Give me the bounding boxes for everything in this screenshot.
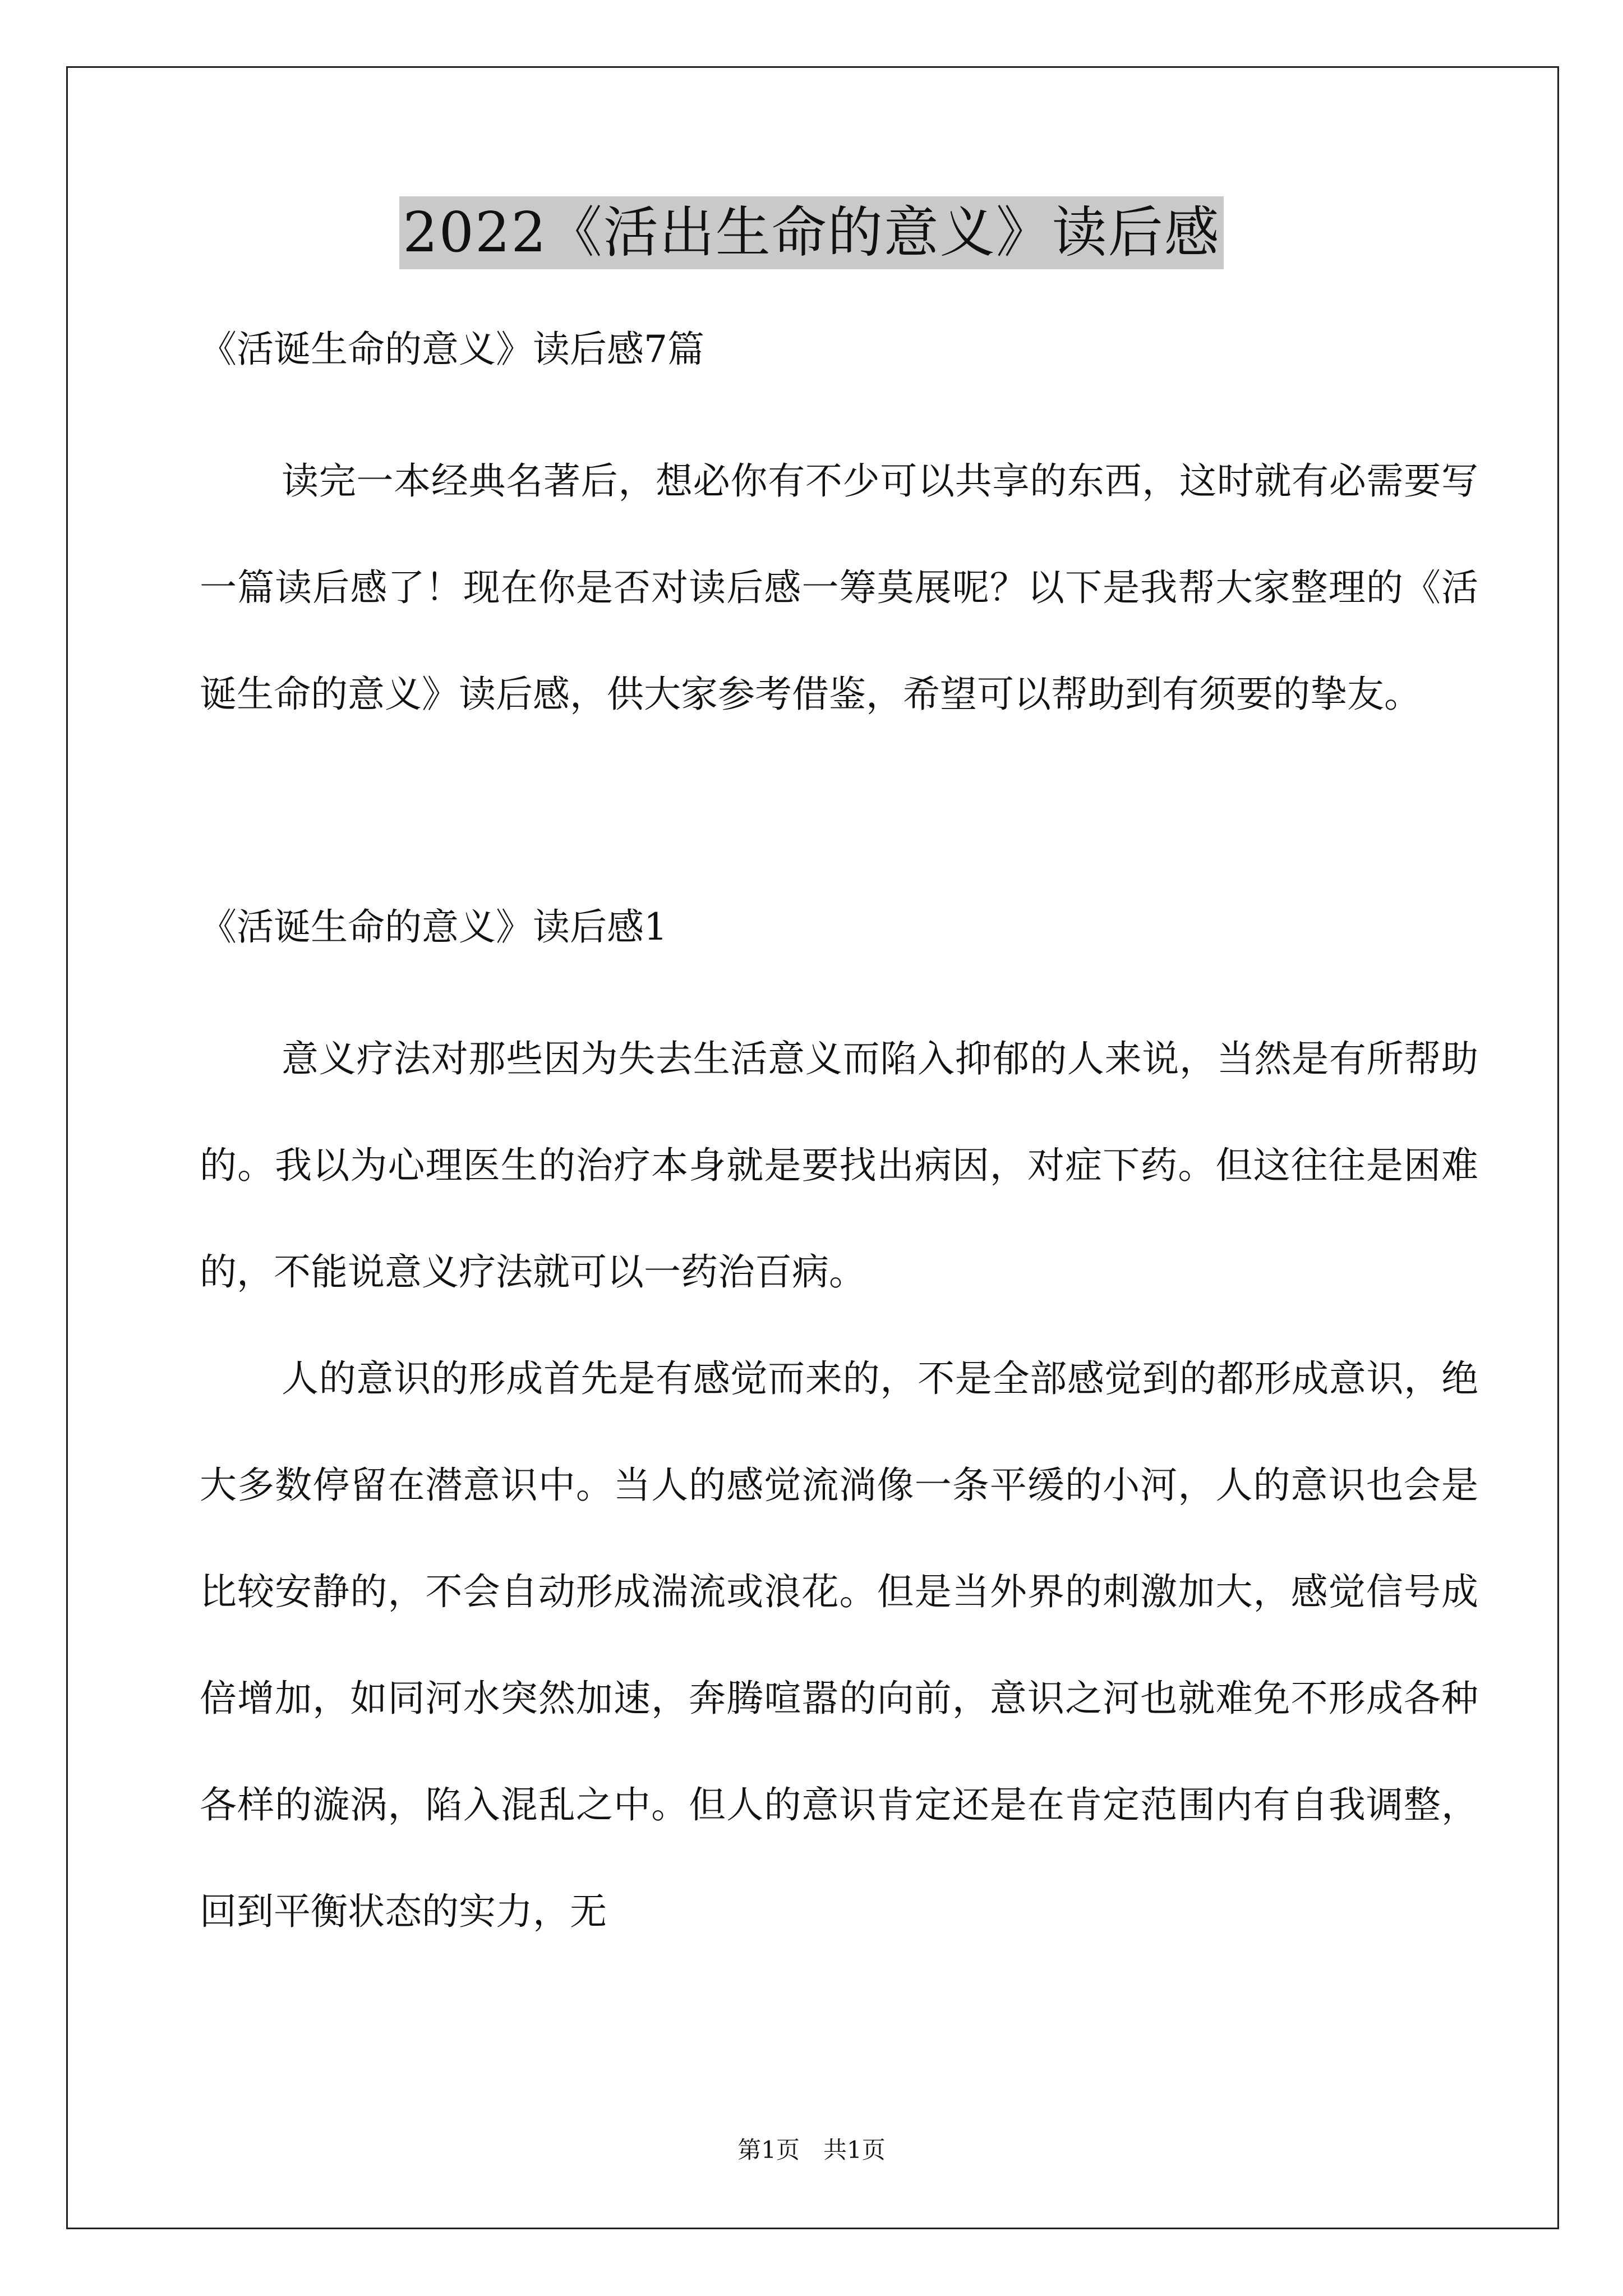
intro-paragraph: 读完一本经典名著后，想必你有不少可以共享的东西，这时就有必需要写一篇读后感了！现在你是否对读后感一筹莫展呢？以下是我帮大家整理的《活诞生命的意义》读后感，供大家参考借鉴，希望可以帮助到有须要的挚友。 [200, 459, 1478, 716]
document-title: 2022《活出生命的意义》读后感 [399, 196, 1223, 269]
section-spacer [200, 748, 1478, 900]
body-paragraph: 人的意识的形成首先是有感觉而来的，不是全部感觉到的都形成意识，绝大多数停留在潜意识中。当人的感觉流淌像一条平缓的小河，人的意识也会是比较安静的，不会自动形成湍流或浪花。但是当外界的刺激加大，感觉信号成倍增加，如同河水突然加速，奔腾喧嚣的向前，意识之河也就难免不形成各种各样的漩涡，陷入混乱之中。但人的意识肯定还是在肯定范围内有自我调整，回到平衡状态的实力，无 [200, 1357, 1478, 1933]
body-paragraph: 意义疗法对那些因为失去生活意义而陷入抑郁的人来说，当然是有所帮助的。我以为心理医生的治疗本身就是要找出病因，对症下药。但这往往是困难的，不能说意义疗法就可以一药治百病。 [200, 1037, 1478, 1294]
intro-heading: 《活诞生命的意义》读后感7篇 [200, 328, 704, 371]
page-footer: 第1页 共1页 [737, 2136, 886, 2164]
section1-heading: 《活诞生命的意义》读后感1 [200, 905, 667, 949]
spacer [200, 376, 1478, 428]
document-body [200, 323, 1478, 1965]
title-container [0, 196, 1623, 269]
spacer [200, 954, 1478, 1006]
